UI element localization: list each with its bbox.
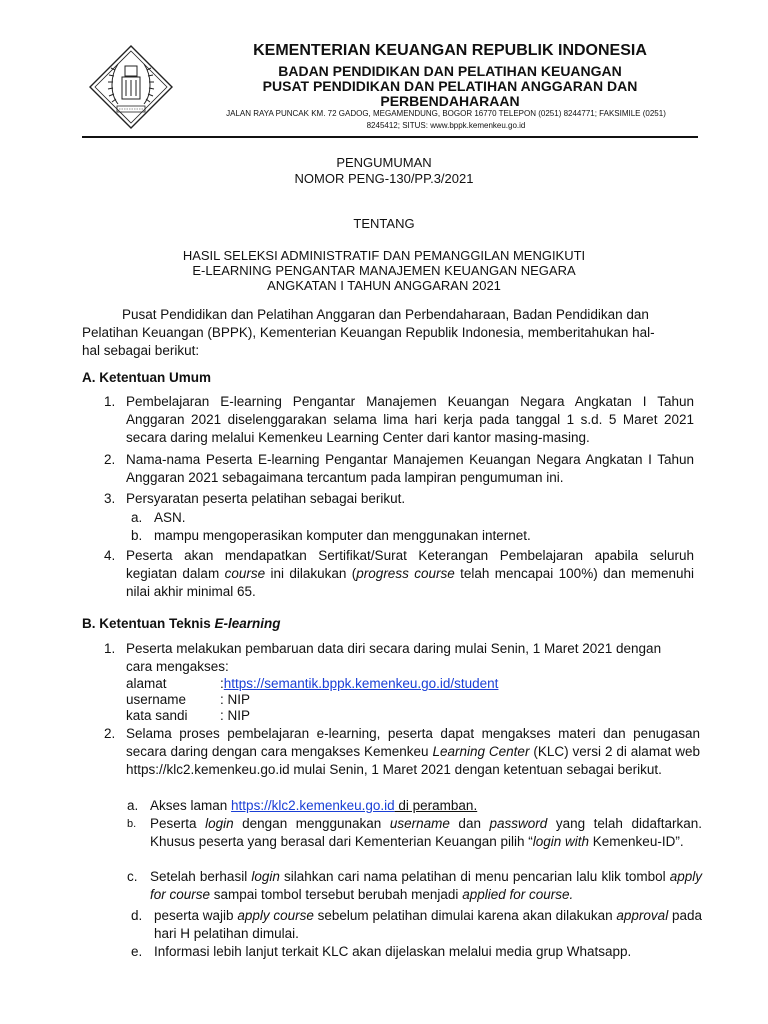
- center-line-1: PUSAT PENDIDIKAN DAN PELATIHAN ANGGARAN DAN: [262, 78, 638, 94]
- ministry-name: KEMENTERIAN KEUANGAN REPUBLIK INDONESIA: [253, 42, 647, 59]
- credential-colon: :: [220, 676, 224, 691]
- semantik-link[interactable]: https://semantik.bppk.kemenkeu.go.id/student: [223, 676, 499, 691]
- credential-row-password: [126, 708, 250, 724]
- list-marker: c.: [127, 869, 138, 884]
- doc-number: NOMOR PENG-130/PP.3/2021: [294, 171, 474, 186]
- credential-row-address: [126, 676, 498, 692]
- list-marker: 1.: [104, 641, 116, 656]
- address-line-2: 8245412; SITUS: www.bppk.kemenkeu.go.id: [366, 121, 526, 130]
- section-b-item-2: Selama proses pembelajaran e-learning, peserta dapat mengakses materi dan penugasan secara daring dengan cara mengakses Kemenkeu Learning Center (KLC) versi 2 di alamat web https://klc2.kemenkeu.go.id mulai Senin, 1 Maret 2021 dengan ketentuan sebagai berikut.: [126, 726, 701, 777]
- list-marker: b.: [127, 818, 137, 830]
- list-marker: a.: [127, 798, 139, 813]
- agency-line: BADAN PENDIDIKAN DAN PELATIHAN KEUANGAN: [278, 63, 622, 79]
- list-marker: 2.: [104, 726, 116, 741]
- section-a-item-1: Pembelajaran E-learning Pengantar Manajemen Keuangan Negara Angkatan I Tahun Anggaran 2021 diselenggarakan selama lima hari kerja pada tanggal 1 s.d. 5 Maret 2021 secara daring melalui Kemenkeu Learning Center dari kantor masing-masing.: [126, 394, 694, 445]
- list-marker: a.: [131, 510, 143, 525]
- credential-value: : NIP: [220, 692, 251, 707]
- intro-line-3: hal sebagai berikut:: [82, 343, 200, 358]
- subject-line-1: HASIL SELEKSI ADMINISTRATIF DAN PEMANGGILAN MENGIKUTI: [182, 248, 586, 263]
- doc-type: PENGUMUMAN: [336, 155, 432, 170]
- list-marker: 1.: [104, 394, 116, 409]
- section-b-sub-e: Informasi lebih lanjut terkait KLC akan dijelaskan melalui media grup Whatsapp.: [154, 944, 632, 959]
- header-divider: [82, 136, 698, 138]
- agency-name: [190, 64, 710, 109]
- credential-row-username: [126, 692, 250, 708]
- address-block: [188, 108, 704, 132]
- section-b-item-1-line-2: cara mengakses:: [126, 659, 229, 674]
- list-marker: 2.: [104, 452, 116, 467]
- section-b-sub-c: Setelah berhasil login silahkan cari nama pelatihan di menu pencarian lalu klik tombol apply for course sampai tombol tersebut berubah menjadi applied for course.: [150, 869, 702, 902]
- section-a-heading: A. Ketentuan Umum: [82, 370, 212, 385]
- list-marker: 4.: [104, 548, 116, 563]
- section-a-item-4: Peserta akan mendapatkan Sertifikat/Surat Keterangan Pembelajaran apabila seluruh kegiatan dalam course ini dilakukan (progress course telah mencapai 100%) dan memenuhi nilai akhir minimal 65.: [126, 548, 694, 599]
- section-a-item-2: Nama-nama Peserta E-learning Pengantar Manajemen Keuangan Negara Angkatan I Tahun Anggaran 2021 sebagaimana tercantum pada lampiran pengumuman ini.: [126, 452, 694, 485]
- section-b-sub-d: peserta wajib apply course sebelum pelatihan dimulai karena akan dilakukan approval pada hari H pelatihan dimulai.: [154, 908, 702, 941]
- subject-line-2: E-LEARNING PENGANTAR MANAJEMEN KEUANGAN NEGARA: [192, 263, 576, 278]
- intro-line-2: Pelatihan Keuangan (BPPK), Kementerian Keuangan Republik Indonesia, memberitahukan hal-: [82, 325, 655, 340]
- address-line-1: JALAN RAYA PUNCAK KM. 72 GADOG, MEGAMENDUNG, BOGOR 16770 TELEPON (0251) 8244771; FAKSIMILE (0251): [226, 109, 666, 118]
- list-marker: d.: [131, 908, 143, 923]
- credential-label: kata sandi: [126, 708, 188, 723]
- subject-line-3: ANGKATAN I TAHUN ANGGARAN 2021: [267, 278, 501, 293]
- credential-label: username: [126, 692, 187, 707]
- section-a-item-3a: ASN.: [154, 510, 186, 525]
- klc2-link[interactable]: https://klc2.kemenkeu.go.id: [231, 798, 395, 813]
- list-marker: e.: [131, 944, 143, 959]
- intro-line-1: Pusat Pendidikan dan Pelatihan Anggaran dan Perbendaharaan, Badan Pendidikan dan: [122, 307, 649, 322]
- section-b-item-1-line-1: Peserta melakukan pembaruan data diri secara daring mulai Senin, 1 Maret 2021 dengan: [126, 641, 662, 656]
- section-b-sub-a: Akses laman https://klc2.kemenkeu.go.id di peramban.: [150, 798, 478, 813]
- center-line-2: PERBENDAHARAAN: [380, 93, 520, 109]
- section-a-item-3: Persyaratan peserta pelatihan sebagai berikut.: [126, 491, 406, 506]
- list-marker: b.: [131, 528, 143, 543]
- list-marker: 3.: [104, 491, 116, 506]
- section-b-sub-b: Peserta login dengan menggunakan username dan password yang telah didaftarkan. Khusus peserta yang berasal dari Kementerian Keuangan pilih “login with Kemenkeu-ID”.: [150, 816, 702, 849]
- ministry-emblem-icon: [88, 44, 174, 130]
- section-b-heading: B. Ketentuan Teknis E-learning: [82, 616, 281, 631]
- doc-about: TENTANG: [353, 216, 415, 231]
- credential-value: : NIP: [220, 708, 251, 723]
- credential-label: alamat: [126, 676, 167, 691]
- section-a-item-3b: mampu mengoperasikan komputer dan menggunakan internet.: [154, 528, 531, 543]
